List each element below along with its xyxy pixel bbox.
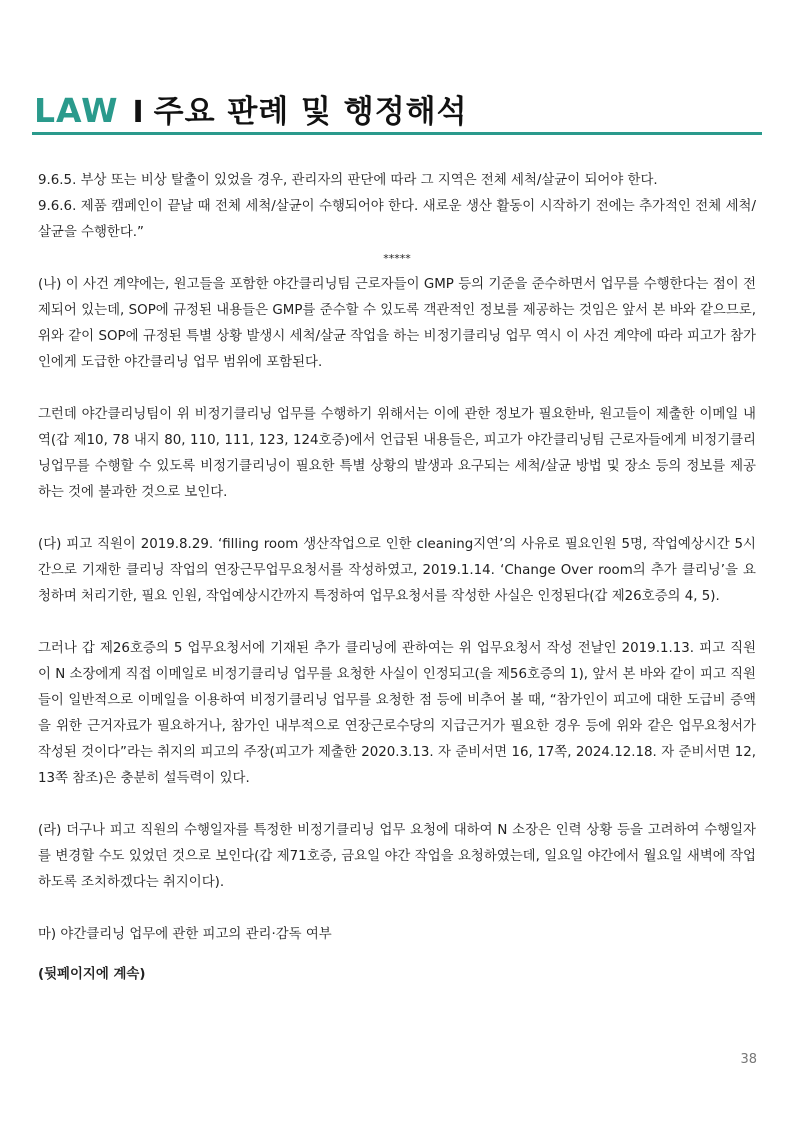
spacer [38, 896, 756, 922]
spacer [38, 376, 756, 402]
document-body [38, 168, 756, 988]
paragraph-9-6-5: 9.6.5. 부상 또는 비상 탈출이 있었을 경우, 관리자의 판단에 따라 그 지역은 전체 세척/살균이 되어야 한다. [38, 173, 658, 188]
paragraph-da: (다) 피고 직원이 2019.8.29. ‘filling room 생산작업으로 인한 cleaning지연’의 사유로 필요인원 5명, 작업예상시간 5시간으로 기재한 클리닝 작업의 연장근무업무요청서를 작성하였고, 2019.1.14. ‘Change Over room의 추가 클리닝’을 요청하며 처리기한, 필요 인원, 작업예상시간까지 특정하여 업무요청서를 작성한 사실은 인정된다(갑 제26호증의 4, 5). [38, 537, 756, 604]
section-divider-stars: ***** [383, 252, 411, 265]
subsection-heading-ma: 마) 야간클리닝 업무에 관한 피고의 관리·감독 여부 [38, 927, 332, 942]
spacer [38, 506, 756, 532]
continued-note: (뒷페이지에 계속) [38, 967, 146, 982]
spacer [38, 792, 756, 818]
page-header [34, 86, 468, 131]
page-number: 38 [740, 1052, 757, 1067]
paragraph-na: (나) 이 사건 계약에는, 원고들을 포함한 야간클리닝팀 근로자들이 GMP 등의 기준을 준수하면서 업무를 수행한다는 점이 전제되어 있는데, SOP에 규정된 내용들은 GMP를 준수할 수 있도록 객관적인 정보를 제공하는 것임은 앞서 본 바와 같으므로, 위와 같이 SOP에 규정된 특별 상황 발생시 세척/살균 작업을 하는 비정기클리닝 업무 역시 이 사건 계약에 따라 피고가 참가인에게 도급한 야간클리닝 업무 범위에 포함된다. [38, 277, 756, 370]
header-rule [32, 132, 762, 135]
paragraph-night-cleaning-info: 그런데 야간클리닝팀이 위 비정기클리닝 업무를 수행하기 위해서는 이에 관한 정보가 필요한바, 원고들이 제출한 이메일 내역(갑 제10, 78 내지 80, 110, 111, 123, 124호증)에서 언급된 내용들은, 피고가 야간클리닝팀 근로자들에게 비정기클리닝업무를 수행할 수 있도록 비정기클리닝이 필요한 특별 상황의 발생과 요구되는 세척/살균 방법 및 장소 등의 정보를 제공하는 것에 불과한 것으로 보인다. [38, 407, 756, 500]
section-label: LAW [34, 91, 119, 130]
spacer [38, 610, 756, 636]
paragraph-however: 그러나 갑 제26호증의 5 업무요청서에 기재된 추가 클리닝에 관하여는 위 업무요청서 작성 전날인 2019.1.13. 피고 직원이 N 소장에게 직접 이메일로 비정기클리닝 업무를 요청한 사실이 인정되고(을 제56호증의 1), 앞서 본 바와 같이 피고 직원들이 일반적으로 이메일을 이용하여 비정기클리닝 업무를 요청한 점 등에 비추어 볼 때, “참가인이 피고에 대한 도급비 증액을 위한 근거자료가 필요하거나, 참가인 내부적으로 연장근로수당의 지급근거가 필요한 경우 등에 위와 같은 업무요청서가 작성된 것이다”라는 취지의 피고의 주장(피고가 제출한 2020.3.13. 자 준비서면 16, 17쪽, 2024.12.18. 자 준비서면 12, 13쪽 참조)은 충분히 설득력이 있다. [38, 641, 756, 786]
paragraph-ra: (라) 더구나 피고 직원의 수행일자를 특정한 비정기클리닝 업무 요청에 대하여 N 소장은 인력 상황 등을 고려하여 수행일자를 변경할 수도 있었던 것으로 보인다(갑 제71호증, 금요일 야간 작업을 요청하였는데, 일요일 야간에서 월요일 새벽에 작업하도록 조치하겠다는 취지이다). [38, 823, 756, 890]
header-separator: I [132, 95, 144, 130]
paragraph-9-6-6: 9.6.6. 제품 캠페인이 끝날 때 전체 세척/살균이 수행되어야 한다. 새로운 생산 활동이 시작하기 전에는 추가적인 전체 세척/살균을 수행한다.” [38, 199, 756, 240]
page-title: 주요 판례 및 행정해석 [153, 94, 468, 130]
